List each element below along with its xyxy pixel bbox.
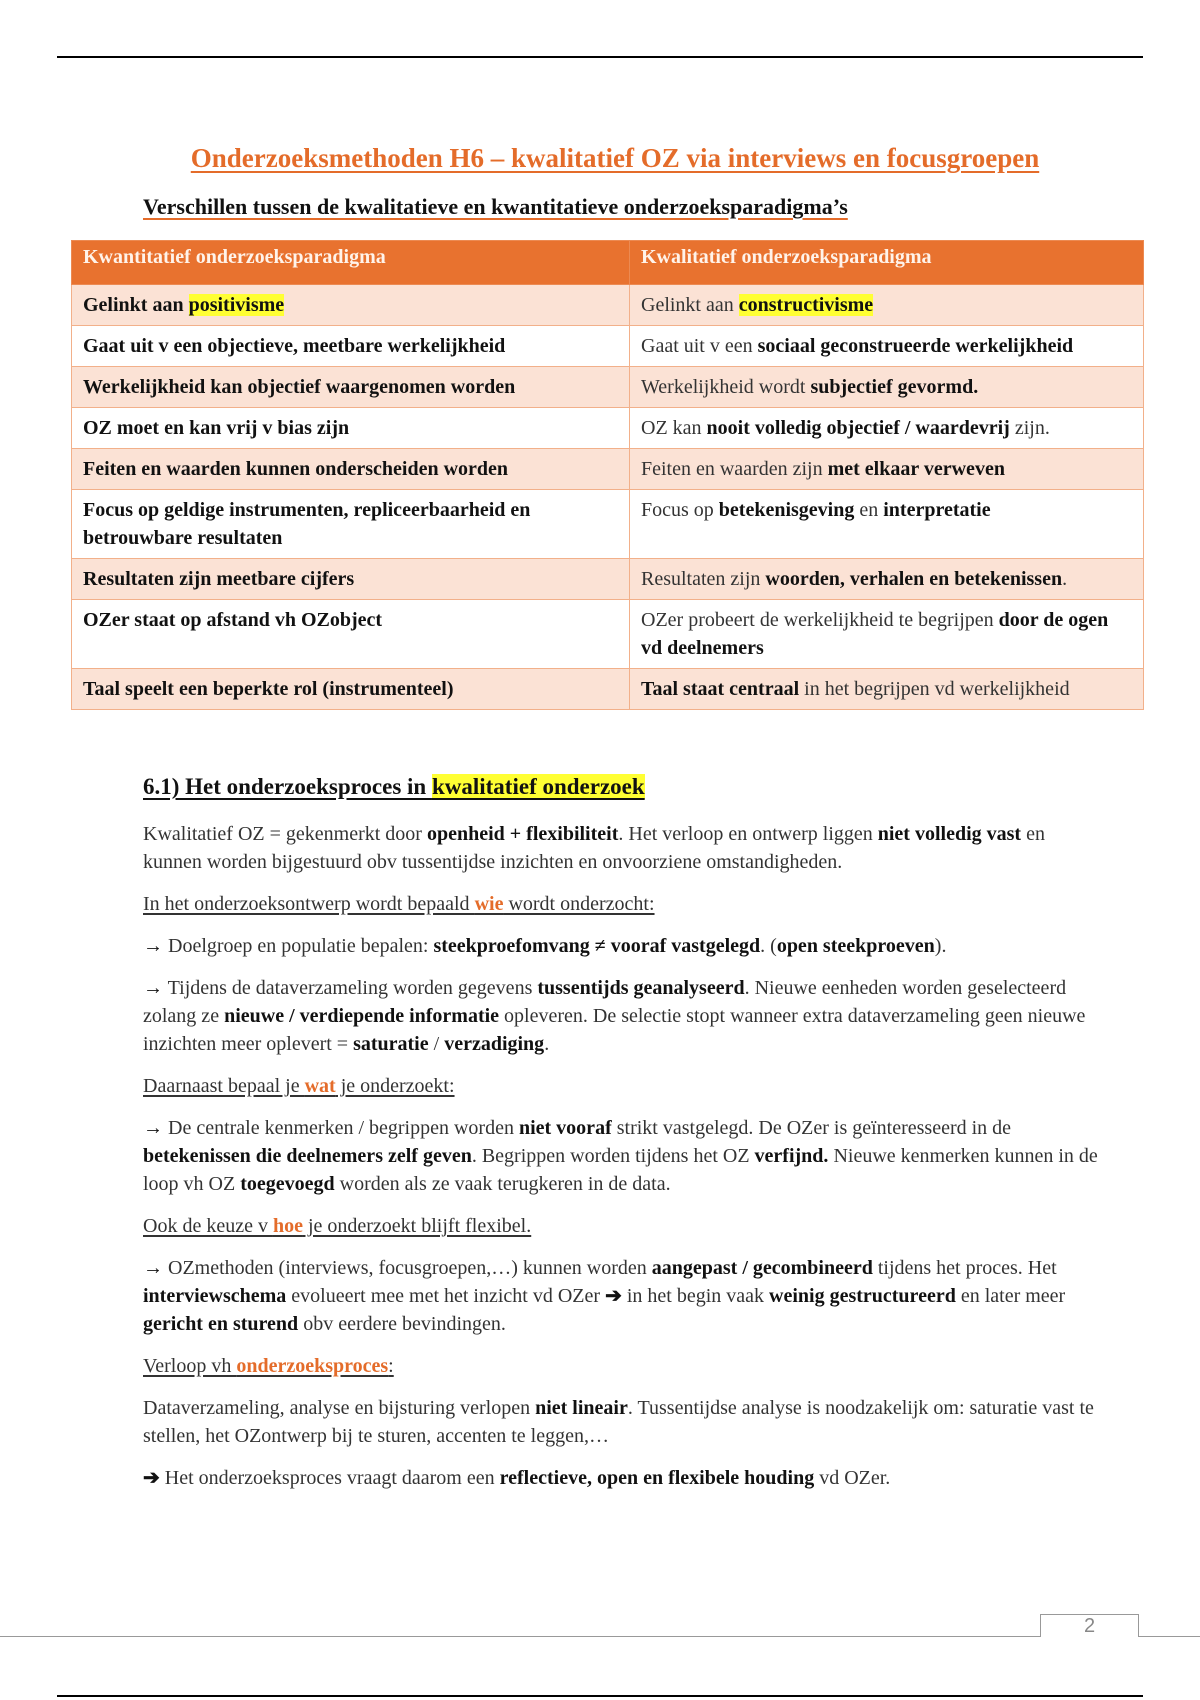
cell-quantitative: Gelinkt aan positivisme: [72, 285, 630, 326]
section-body: [143, 820, 1103, 1506]
cell-qualitative: OZ kan nooit volledig objectief / waardevrij zijn.: [630, 408, 1144, 449]
footer-rule: [0, 1636, 1040, 1637]
comparison-table: [71, 240, 1144, 710]
page-number: 2: [1040, 1614, 1139, 1637]
cell-quantitative: Taal speelt een beperkte rol (instrumenteel): [72, 669, 630, 710]
bottom-rule: [57, 1695, 1143, 1697]
cell-quantitative: Gaat uit v een objectieve, meetbare werkelijkheid: [72, 326, 630, 367]
table-row: [72, 367, 1144, 408]
table-row: [72, 490, 1144, 559]
subheading-wie: In het onderzoeksontwerp wordt bepaald wie wordt onderzocht:: [143, 893, 655, 915]
table-row: [72, 285, 1144, 326]
table-subtitle: Verschillen tussen de kwalitatieve en kwantitatieve onderzoeksparadigma’s: [143, 194, 848, 219]
cell-qualitative: OZer probeert de werkelijkheid te begrijpen door de ogen vd deelnemers: [630, 600, 1144, 669]
cell-qualitative: Gelinkt aan constructivisme: [630, 285, 1144, 326]
cell-quantitative: Werkelijkheid kan objectief waargenomen worden: [72, 367, 630, 408]
subheading-verloop: Verloop vh onderzoeksproces:: [143, 1355, 394, 1377]
cell-quantitative: OZer staat op afstand vh OZobject: [72, 600, 630, 669]
paragraph-dataverzameling: → Tijdens de dataverzameling worden gegevens tussentijds geanalyseerd. Nieuwe eenheden worden geselecteerd zolang ze nieuwe / verdiepende informatie opleveren. De selectie stopt wanneer extra dataverzameling geen nieuwe inzichten meer oplevert = saturatie / verzadiging.: [143, 977, 1086, 1055]
cell-qualitative: Werkelijkheid wordt subjectief gevormd.: [630, 367, 1144, 408]
table-row: [72, 449, 1144, 490]
cell-qualitative: Feiten en waarden zijn met elkaar verweven: [630, 449, 1144, 490]
page-title: Onderzoeksmethoden H6 – kwalitatief OZ via interviews en focusgroepen: [190, 143, 1040, 173]
table-row: [72, 669, 1144, 710]
table-row: [72, 326, 1144, 367]
section-heading: 6.1) Het onderzoeksproces in kwalitatief onderzoek: [143, 774, 645, 799]
header-qualitative: Kwalitatief onderzoeksparadigma: [630, 241, 1144, 285]
table-row: [72, 600, 1144, 669]
paragraph-nietlineair: Dataverzameling, analyse en bijsturing verlopen niet lineair. Tussentijdse analyse is noodzakelijk om: saturatie vast te stellen, het OZontwerp bij te sturen, accenten te leggen,…: [143, 1397, 1094, 1447]
cell-qualitative: Gaat uit v een sociaal geconstrueerde werkelijkheid: [630, 326, 1144, 367]
subheading-wat: Daarnaast bepaal je wat je onderzoekt:: [143, 1075, 455, 1097]
cell-quantitative: Resultaten zijn meetbare cijfers: [72, 559, 630, 600]
cell-qualitative: Taal staat centraal in het begrijpen vd werkelijkheid: [630, 669, 1144, 710]
cell-qualitative: Focus op betekenisgeving en interpretatie: [630, 490, 1144, 559]
cell-quantitative: OZ moet en kan vrij v bias zijn: [72, 408, 630, 449]
cell-qualitative: Resultaten zijn woorden, verhalen en betekenissen.: [630, 559, 1144, 600]
paragraph-conclusie: ➔ Het onderzoeksproces vraagt daarom een reflectieve, open en flexibele houding vd OZer.: [143, 1467, 891, 1489]
cell-quantitative: Feiten en waarden kunnen onderscheiden worden: [72, 449, 630, 490]
paragraph-methoden: → OZmethoden (interviews, focusgroepen,…) kunnen worden aangepast / gecombineerd tijdens het proces. Het interviewschema evolueert mee met het inzicht vd OZer ➔ in het begin vaak weinig gestructureerd en later meer gericht en sturend obv eerdere bevindingen.: [143, 1257, 1066, 1335]
cell-quantitative: Focus op geldige instrumenten, repliceerbaarheid en betrouwbare resultaten: [72, 490, 630, 559]
paragraph-intro: Kwalitatief OZ = gekenmerkt door openheid + flexibiliteit. Het verloop en ontwerp liggen niet volledig vast en kunnen worden bijgestuurd obv tussentijdse inzichten en onvoorziene omstandigheden.: [143, 823, 1045, 873]
header-quantitative: Kwantitatief onderzoeksparadigma: [72, 241, 630, 285]
subheading-hoe: Ook de keuze v hoe je onderzoekt blijft flexibel.: [143, 1215, 532, 1237]
footer-rule: [1137, 1636, 1200, 1637]
table-row: [72, 408, 1144, 449]
header-rule: [57, 56, 1143, 58]
table-header-row: [72, 241, 1144, 285]
paragraph-kenmerken: → De centrale kenmerken / begrippen worden niet vooraf strikt vastgelegd. De OZer is geïnteresseerd in de betekenissen die deelnemers zelf geven. Begrippen worden tijdens het OZ verfijnd. Nieuwe kenmerken kunnen in de loop vh OZ toegevoegd worden als ze vaak terugkeren in de data.: [143, 1117, 1098, 1195]
paragraph-doelgroep: → Doelgroep en populatie bepalen: steekproefomvang ≠ vooraf vastgelegd. (open steekproeven).: [143, 935, 947, 957]
table-row: [72, 559, 1144, 600]
